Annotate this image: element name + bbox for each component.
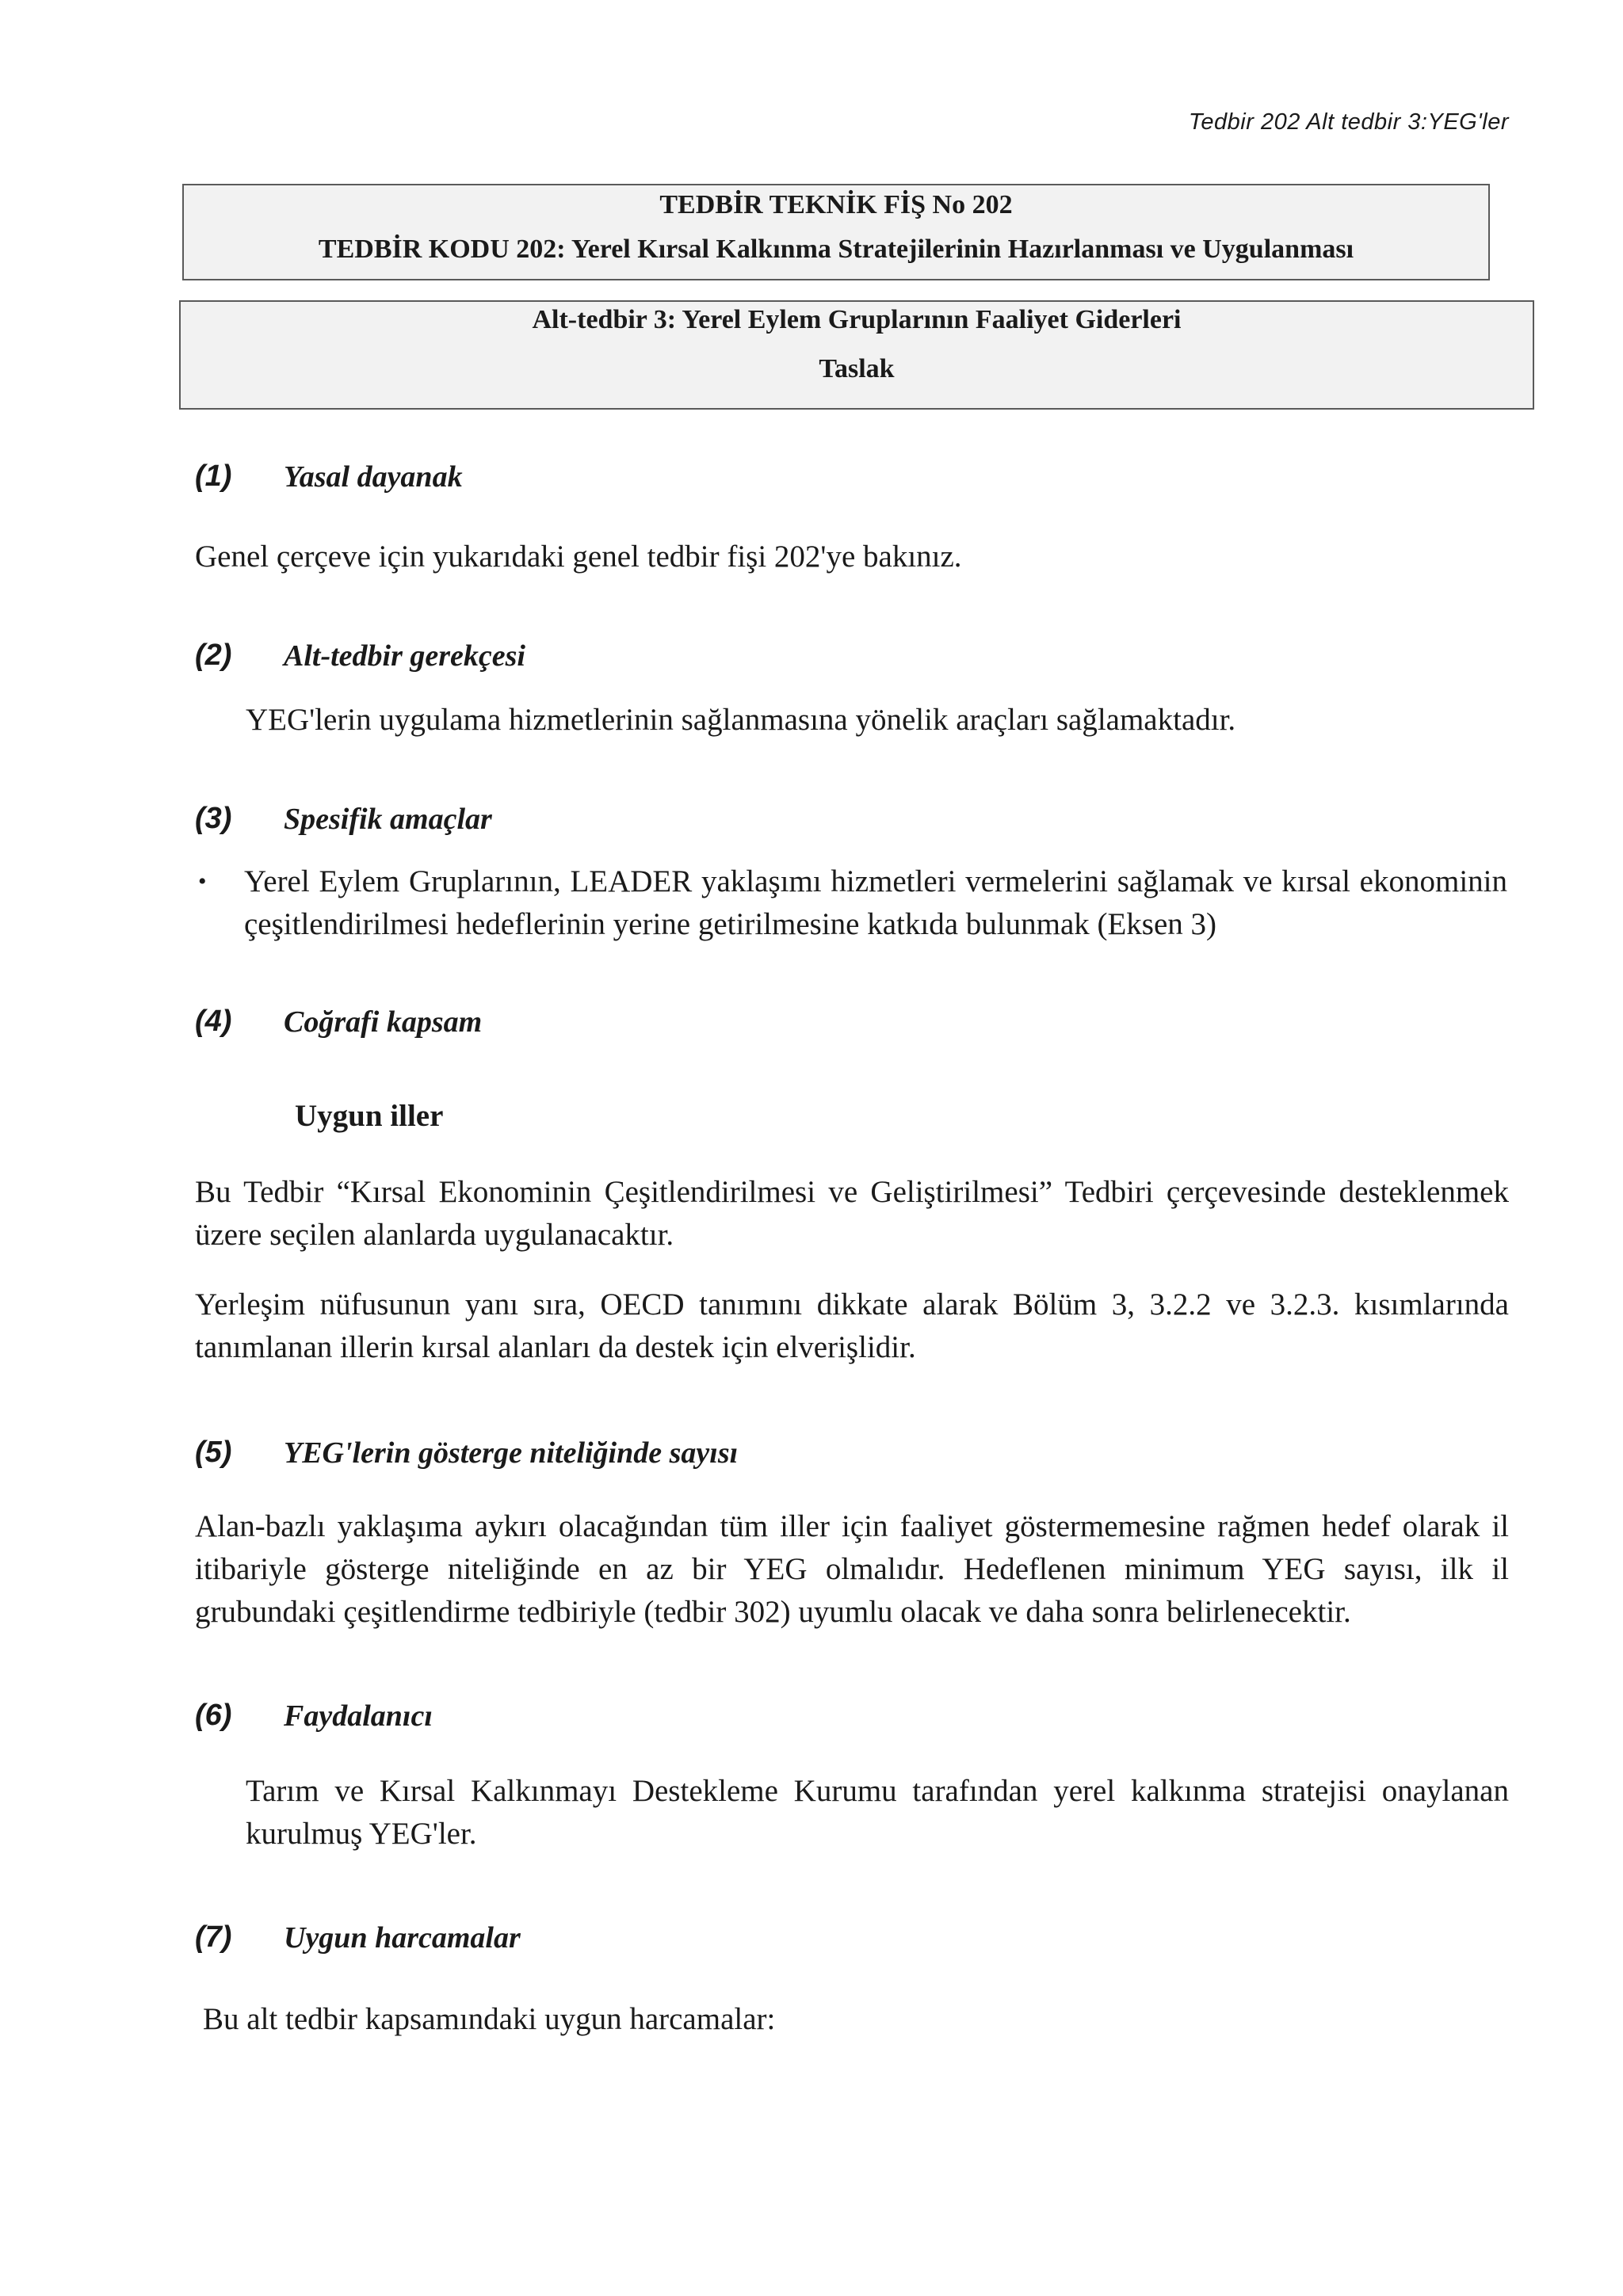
section-title: Alt-tedbir gerekçesi [284, 639, 525, 673]
title-box [182, 184, 1490, 280]
section-3-bullet-text: Yerel Eylem Gruplarının, LEADER yaklaşımı hizmetleri vermelerini sağlamak ve kırsal ekonominin çeşitlendirilmesi hedeflerinin yerine getirilmesine katkıda bulunmak (Eksen 3) [244, 864, 1507, 941]
section-title: Coğrafi kapsam [284, 1005, 483, 1039]
title-line-1: TEDBİR TEKNİK FİŞ No 202 [659, 190, 1013, 219]
section-title: YEG'lerin gösterge niteliğinde sayısı [284, 1436, 739, 1470]
section-7-body: Bu alt tedbir kapsamındaki uygun harcamalar: [203, 2002, 776, 2036]
section-4-paragraph-2: Yerleşim nüfusunun yanı sıra, OECD tanımını dikkate alarak Bölüm 3, 3.2.2 ve 3.2.3. kısımlarında tanımlanan illerin kırsal alanları da destek için elverişlidir. [195, 1287, 1509, 1364]
section-number: (6) [195, 1699, 232, 1732]
section-6-body: Tarım ve Kırsal Kalkınmayı Destekleme Kurumu tarafından yerel kalkınma stratejisi onaylanan kurulmuş YEG'ler. [246, 1774, 1509, 1851]
section-2-body: YEG'lerin uygulama hizmetlerinin sağlanmasına yönelik araçları sağlamaktadır. [246, 703, 1236, 737]
subtitle-line-2: Taslak [819, 354, 895, 383]
bullet-symbol: • [198, 868, 207, 894]
section-title: Faydalanıcı [284, 1699, 433, 1733]
section-number: (7) [195, 1920, 232, 1954]
section-number: (3) [195, 802, 232, 835]
subtitle-line-1: Alt-tedbir 3: Yerel Eylem Gruplarının Faaliyet Giderleri [532, 305, 1182, 334]
section-number: (5) [195, 1436, 232, 1469]
section-4-paragraph-1: Bu Tedbir “Kırsal Ekonominin Çeşitlendirilmesi ve Geliştirilmesi” Tedbiri çerçevesinde desteklenmek üzere seçilen alanlarda uygulanacaktır. [195, 1175, 1509, 1252]
section-number: (4) [195, 1005, 232, 1038]
title-line-2: TEDBİR KODU 202: Yerel Kırsal Kalkınma Stratejilerinin Hazırlanması ve Uygulanması [318, 235, 1354, 264]
subheading-uygun-iller: Uygun iller [295, 1099, 444, 1133]
section-number: (2) [195, 639, 232, 672]
section-title: Yasal dayanak [284, 460, 463, 494]
section-title: Uygun harcamalar [284, 1921, 521, 1955]
section-title: Spesifik amaçlar [284, 803, 492, 836]
section-1-body: Genel çerçeve için yukarıdaki genel tedbir fişi 202'ye bakınız. [195, 540, 962, 574]
running-header: Tedbir 202 Alt tedbir 3:YEG'ler [1188, 109, 1509, 135]
section-number: (1) [195, 460, 232, 493]
subtitle-box [179, 300, 1534, 410]
section-5-body: Alan-bazlı yaklaşıma aykırı olacağından tüm iller için faaliyet göstermemesine rağmen hedef olarak il itibariyle gösterge niteliğinde en az bir YEG olmalıdır. Hedeflenen minimum YEG sayısı, ilk il grubundaki çeşitlendirme tedbiriyle (tedbir 302) uyumlu olacak ve daha sonra belirlenecektir. [195, 1509, 1509, 1629]
